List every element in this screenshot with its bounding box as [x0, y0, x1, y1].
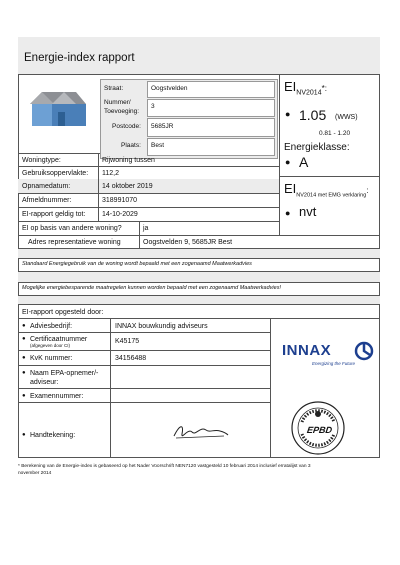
footnote-line2: november 2014	[18, 471, 52, 476]
plaats-value-cell	[147, 138, 275, 156]
signature-image	[170, 420, 230, 444]
opgesteld-header: EI-rapport opgesteld door:	[22, 309, 104, 316]
postcode-value: 5685JR	[151, 123, 174, 130]
examen-label: Examennummer:	[30, 393, 84, 400]
innax-wordmark: INNAX	[282, 342, 332, 359]
page-title: Energie-index rapport	[24, 52, 135, 64]
energieklasse-value: A	[299, 154, 309, 170]
epa-label-line1: Naam EPA-opnemer/-	[30, 370, 99, 377]
house-icon	[28, 90, 88, 128]
epa-label-line2: adviseur:	[30, 379, 59, 386]
representatief-value: Oogstvelden 9, 5685JR Best	[143, 239, 233, 246]
row-bullet: ●	[22, 323, 26, 329]
geldig-value: 14-10-2029	[102, 211, 138, 218]
divider	[18, 402, 270, 403]
plaats-label: Plaats:	[121, 142, 141, 149]
innax-tagline: Energizing the Future	[312, 361, 356, 366]
divider	[18, 350, 270, 351]
woningtype-value: Rijwoning tussen	[102, 157, 155, 164]
divider	[18, 318, 380, 319]
representatief-label: Adres representatieve woning	[28, 239, 121, 246]
afmeldnummer-label: Afmeldnummer:	[22, 197, 72, 204]
divider	[139, 235, 140, 249]
cert-label: Certificaatnummer	[30, 336, 88, 343]
nummer-value: 3	[151, 103, 155, 110]
divider	[18, 365, 270, 366]
andere-woning-value: ja	[143, 225, 149, 232]
ei-bullet: ●	[285, 109, 291, 119]
ei-emg-divider	[279, 176, 380, 177]
divider	[270, 318, 271, 458]
bedrijf-value: INNAX bouwkundig adviseurs	[115, 323, 208, 330]
afmeldnummer-value: 318991070	[102, 197, 138, 204]
woningtype-label: Woningtype:	[22, 157, 61, 164]
row-bullet: ●	[22, 432, 26, 438]
energieklasse-label: Energieklasse:	[284, 142, 350, 153]
opnamedatum-value: 14 oktober 2019	[102, 183, 153, 190]
footnote-line1: * Berekening van de Energie-index is gebaseerd op het Nader Voorschrift NEN7120 vastgesteld 10 februari 2014 inclusief erratalijst van 3	[18, 464, 311, 469]
divider	[18, 388, 270, 389]
divider	[18, 153, 100, 154]
epbd-text: EPBD	[306, 425, 333, 435]
divider	[98, 153, 99, 221]
divider	[18, 193, 279, 194]
handtekening-label: Handtekening:	[30, 432, 76, 439]
row-bullet: ●	[22, 393, 26, 399]
divider	[18, 221, 279, 222]
ei-emg-label: $EI_{NV2014 met EMG verklaring}$:	[284, 181, 369, 199]
divider	[18, 207, 279, 208]
kvk-value: 34156488	[115, 355, 147, 362]
ei-panel-divider	[279, 75, 280, 235]
ei-emg-value: nvt	[299, 204, 317, 219]
opnamedatum-label: Opnamedatum:	[22, 183, 71, 190]
andere-woning-label: EI op basis van andere woning?	[22, 225, 122, 232]
ei-unit: (WWS)	[335, 114, 358, 121]
emg-bullet: ●	[285, 208, 291, 218]
ei-label: $EI_{NV2014}*$:	[284, 79, 327, 97]
cert-sublabel: (afgegeven door CI)	[30, 343, 71, 348]
row-bullet: ●	[22, 355, 26, 361]
nummer-label-line2: Toevoeging:	[104, 108, 140, 115]
klasse-bullet: ●	[285, 157, 291, 167]
note-standaard: Standaard Energiegebruik van de woning wordt bepaald met een zogenaamd Maatwerkadvies	[22, 261, 252, 267]
postcode-label: Postcode:	[112, 123, 141, 130]
plaats-value: Best	[151, 142, 165, 149]
divider	[139, 221, 140, 235]
cert-value: K45175	[115, 338, 140, 345]
divider	[18, 332, 270, 333]
nummer-label-line1: Nummer/	[104, 99, 131, 106]
straat-label: Straat:	[104, 85, 124, 92]
oppervlakte-value: 112,2	[102, 170, 119, 177]
ei-range: 0.81 - 1.20	[319, 130, 351, 137]
straat-value: Oogstvelden	[151, 85, 188, 92]
divider	[18, 304, 380, 305]
innax-symbol-icon	[354, 341, 374, 361]
bedrijf-label: Adviesbedrijf:	[30, 323, 73, 330]
note-mogelijke: Mogelijke energiebesparende maatregelen kunnen worden bepaald met een zogenaamd Maatwerkadvies!	[22, 285, 281, 291]
row-bullet: ●	[22, 370, 26, 376]
ei-value: 1.05	[299, 107, 327, 123]
geldig-label: EI-rapport geldig tot:	[22, 211, 86, 218]
divider	[18, 166, 279, 167]
nummer-value-cell	[147, 99, 275, 117]
kvk-label: KvK nummer:	[30, 355, 73, 362]
row-bullet: ●	[22, 336, 26, 342]
innax-logo	[282, 342, 378, 372]
oppervlakte-label: Gebruiksoppervlakte:	[22, 170, 89, 177]
